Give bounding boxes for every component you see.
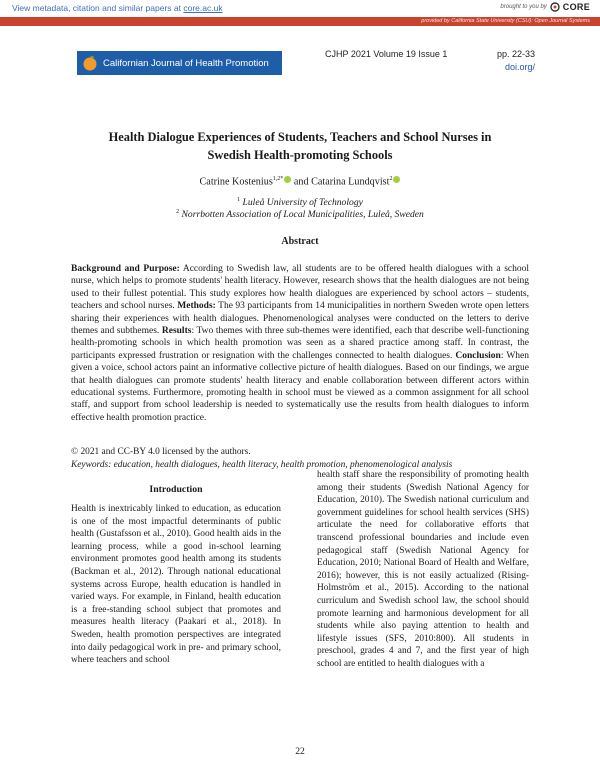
doi-link[interactable]: doi.org/	[504, 62, 535, 72]
keywords-line: Keywords: education, health dialogues, health literacy, health promotion, phenomenological analysis	[71, 460, 453, 470]
abstract-heading: Abstract	[281, 236, 319, 247]
right-column	[317, 469, 529, 671]
abstract-text: : Two themes with three sub-themes were identified, each that describe well-functioning health-promoting schools in which health promotion was seen as a shared practice among staff. In contrast, the participants expressed frustration or resignation with the challenges connected to health dialogues.	[71, 326, 530, 361]
left-column-text: Health is inextricably linked to education, as education is one of the most impactful determinants of public health (Gustafsson et al., 2010). Good health aids in the learning process, while a good in-school learning environment promotes good health among its students (Backman et al., 2012). Through national educational systems across Europe, health education is handled in varied ways. For example, in Finland, health education is a free-standing school subject that promotes and measures health literacy (Paakari et al., 2018). In Sweden, health promotion perspectives are integrated into daily pedagogical work in pre- and primary school, where teachers and school	[71, 504, 281, 666]
license-line: © 2021 and CC-BY 4.0 licensed by the authors.	[71, 447, 251, 457]
abstract-label: Results	[161, 326, 192, 337]
page-number: 22	[295, 746, 305, 757]
core-domain-link[interactable]: core.ac.uk	[183, 3, 223, 13]
core-metadata-link[interactable]: View metadata, citation and similar papers at core.ac.uk	[12, 3, 223, 13]
abstract-text: : When given a voice, school actors paint an informative collective picture of health dialogues. Based on our findings, we argue that health dialogues can promote students' health literacy and enable collaboration between different actors within educational systems. Furthermore, promoting health in school must be viewed as a common assignment for all school staff, and support from school leadership is needed to systematically use the results from health dialogues to inform effective health promotion practice.	[71, 350, 530, 423]
provided-by-text[interactable]: provided by California State University (CSU): Open Journal Systems	[421, 18, 590, 24]
journal-banner	[77, 51, 282, 75]
core-logo-icon	[550, 2, 560, 12]
abstract-text: According to Swedish law, all students are to be offered health dialogues with a school nurse, which helps to promote students' health literacy. However, research shows that the health dialogues are not being used to their fullest potential. This study explores how health dialogues are experienced by school actors – students, teachers and school nurses.	[71, 264, 529, 312]
abstract-label: Background and Purpose:	[71, 264, 180, 274]
authors-line	[60, 176, 540, 187]
affiliation-1: $^1$ Luleå University of Technology	[237, 197, 363, 209]
author-conjunction: and	[291, 176, 312, 188]
author-name: Catrine Kostenius	[199, 176, 273, 188]
journal-name: Californian Journal of Health Promotion	[103, 57, 269, 69]
brought-by-label: brought to you by	[500, 4, 547, 10]
citation-volume: CJHP 2021 Volume 19 Issue 1	[325, 49, 448, 59]
title-line-1: Health Dialogue Experiences of Students, Teachers and School Nurses in	[108, 130, 492, 144]
core-brand[interactable]	[500, 2, 590, 12]
abstract-body	[71, 263, 529, 424]
abstract-label: Conclusion	[455, 350, 501, 361]
author-name: Catarina Lundqvist	[311, 176, 390, 188]
journal-orange-logo-icon	[81, 54, 99, 72]
citation-block	[325, 49, 535, 72]
core-wordmark: CORE	[562, 2, 590, 12]
author-superscript: 2	[389, 176, 393, 182]
left-column	[71, 484, 281, 667]
provided-by-bar	[0, 17, 600, 26]
article-title	[60, 128, 540, 164]
citation-pages: pp. 22-33	[496, 49, 535, 59]
title-line-2: Swedish Health-promoting Schools	[207, 148, 393, 162]
affiliation-2: $^2$ Norrbotten Association of Local Municipalities, Luleå, Sweden	[176, 209, 424, 221]
orcid-icon[interactable]	[393, 176, 400, 183]
right-column-text: health staff share the responsibility of promoting health among their students (Swedish National Agency for Education, 2010). The Swedish national curriculum and government guidelines for school health services (SHS) articulate the need for collaborative efforts that transcend professional boundaries and include even pedagogical staff (Swedish National Agency for Education, 2010; National Board of Health and Welfare, 2016); however, this is not easily actualized (Rising-Holmström et al., 2015). According to the national curriculum and Swedish school law, the school should promote learning and harmonious development for all students while also paying attention to health and lifestyle issues (SFS, 2010:800). All students in preschool, grades 4 and 7, and the first year of high school are entitled to health dialogues with a	[317, 470, 529, 669]
abstract-text: The 93 participants from 14 municipalities in northern Sweden wrote open letters sharing their experiences with health dialogues. Phenomenological analyses were conducted on the letters to derive themes and subthemes.	[71, 301, 529, 337]
abstract-label: Methods:	[177, 301, 216, 312]
introduction-heading: Introduction	[149, 484, 203, 495]
author-superscript: 1,2*	[272, 176, 284, 182]
